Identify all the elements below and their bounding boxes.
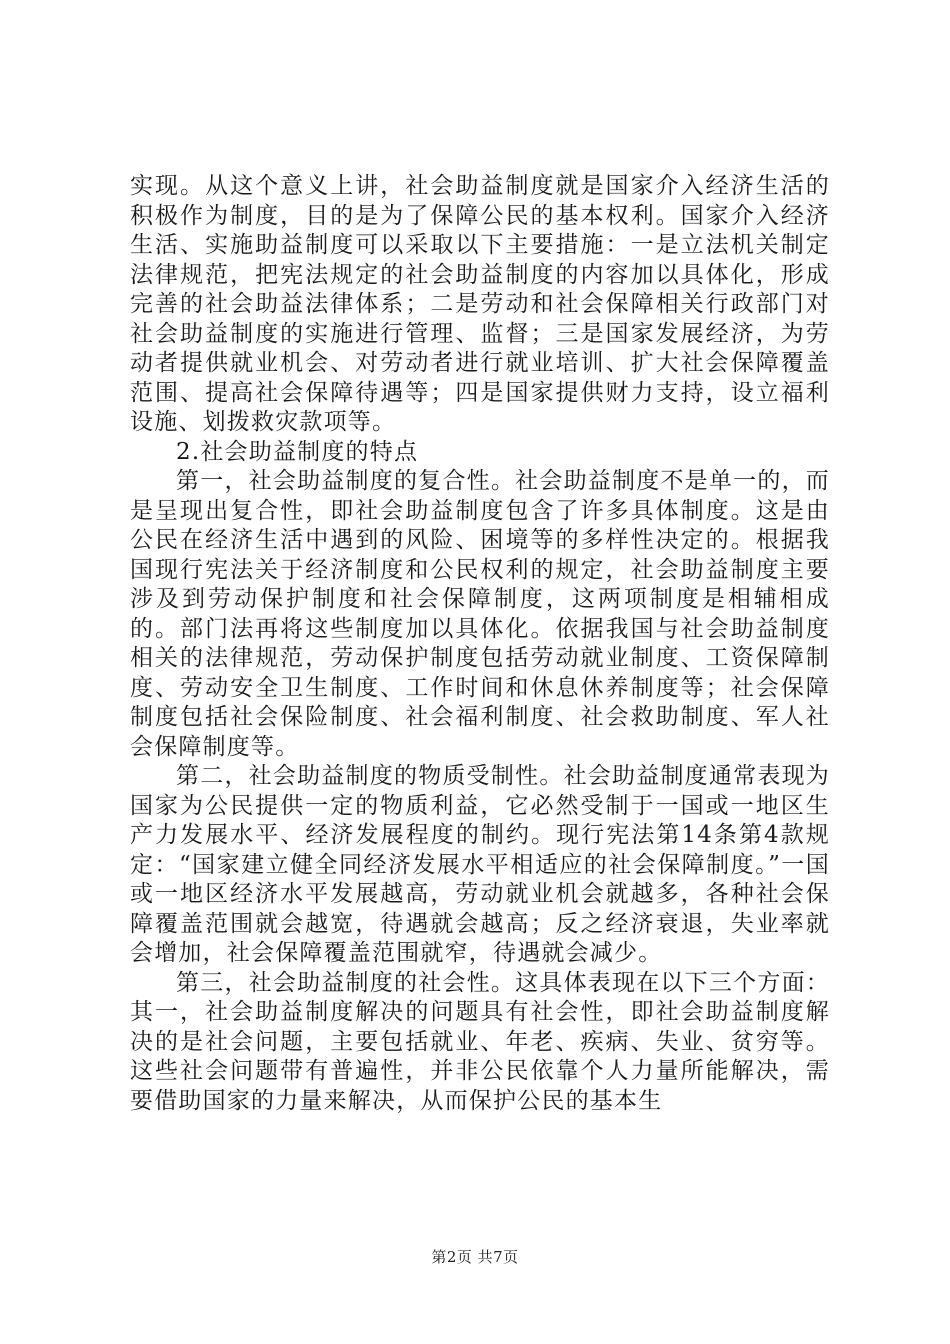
section-heading: 2.社会助益制度的特点 xyxy=(176,438,419,465)
paragraph-first-feature: 第一，社会助益制度的复合性。社会助益制度不是单一的，而是呈现出复合性，即社会助益制度包含了许多具体制度。这是由公民在经济生活中遇到的风险、困境等的多样性决定的。根据我国现行宪法关于经济制度和公民权利的规定，社会助益制度主要涉及到劳动保护制度和社会保障制度，这两项制度是相辅相成的。部门法再将这些制度加以具体化。依据我国与社会助益制度相关的法律规范，劳动保护制度包括劳动就业制度、工资保障制度、劳动安全卫生制度、工作时间和休息休养制度等；社会保障制度包括社会保险制度、社会福利制度、社会救助制度、军人社会保障制度等。 xyxy=(130,468,830,760)
paragraph-second-feature: 第二，社会助益制度的物质受制性。社会助益制度通常表现为国家为公民提供一定的物质利益，它必然受制于一国或一地区生产力发展水平、经济发展程度的制约。现行宪法第14条第4款规定：“国家建立健全同经济发展水平相适应的社会保障制度。”一国或一地区经济水平发展越高，劳动就业机会就越多，各种社会保障覆盖范围就会越宽，待遇就会越高；反之经济衰退，失业率就会增加，社会保障覆盖范围就窄，待遇就会减少。 xyxy=(130,763,830,966)
document-body xyxy=(130,172,830,1116)
paragraph-intro: 实现。从这个意义上讲，社会助益制度就是国家介入经济生活的积极作为制度，目的是为了保障公民的基本权利。国家介入经济生活、实施助益制度可以采取以下主要措施：一是立法机关制定法律规范，把宪法规定的社会助益制度的内容加以具体化，形成完善的社会助益法律体系；二是劳动和社会保障相关行政部门对社会助益制度的实施进行管理、监督；三是国家发展经济，为劳动者提供就业机会、对劳动者进行就业培训、扩大社会保障覆盖范围、提高社会保障待遇等；四是国家提供财力支持，设立福利设施、划拨救灾款项等。 xyxy=(130,173,830,435)
paragraph-third-feature: 第三，社会助益制度的社会性。这具体表现在以下三个方面：其一，社会助益制度解决的问题具有社会性，即社会助益制度解决的是社会问题，主要包括就业、年老、疾病、失业、贫穷等。这些社会问题带有普遍性，并非公民依靠个人力量所能解决，需要借助国家的力量来解决，从而保护公民的基本生 xyxy=(130,969,830,1114)
page-number-footer: 第2页 共7页 xyxy=(431,1248,519,1266)
